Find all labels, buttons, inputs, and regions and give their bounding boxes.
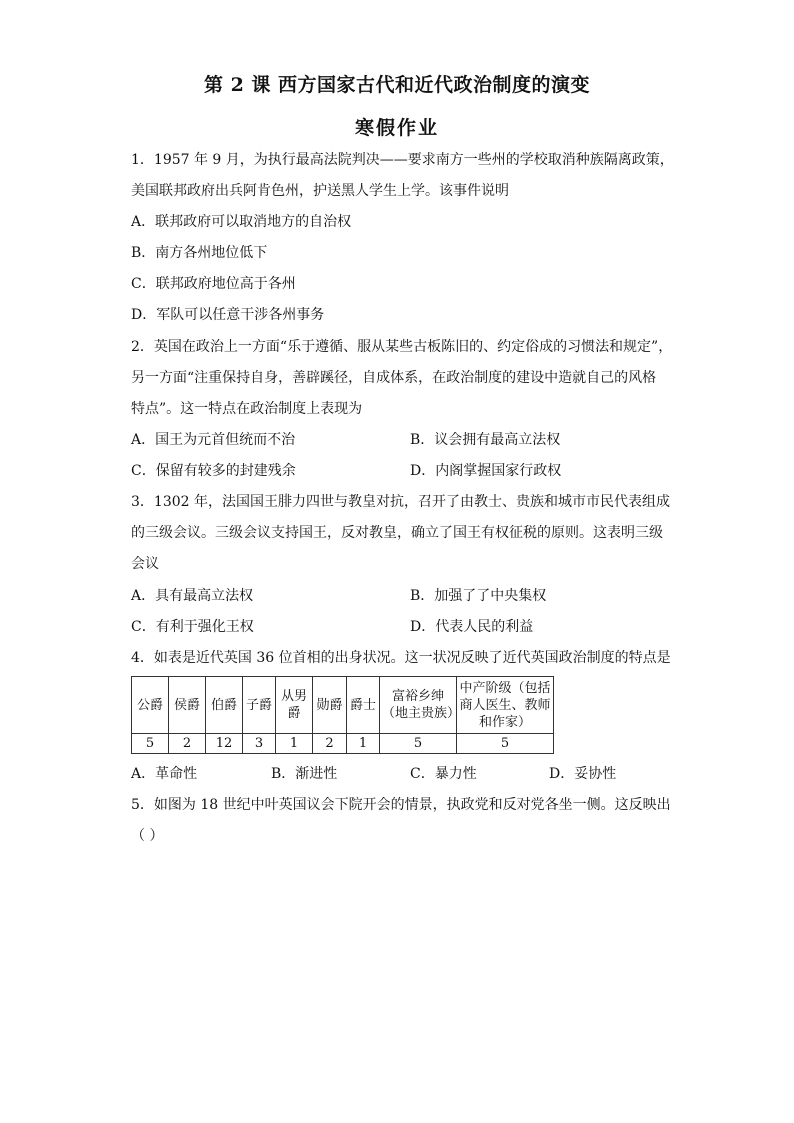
question-1-option-a: A．联邦政府可以取消地方的自治权: [131, 214, 352, 230]
table-cell: 5: [457, 734, 554, 754]
table-row: [132, 734, 554, 754]
table-cell: 1: [276, 734, 313, 754]
table-cell: 1: [347, 734, 380, 754]
table-cell: 2: [169, 734, 206, 754]
page-title: 第 2 课 西方国家古代和近代政治制度的演变: [203, 74, 591, 96]
table-header-cell: 公爵: [132, 677, 169, 734]
question-2-option-b: B．议会拥有最高立法权: [410, 432, 561, 448]
question-2-stem-line-2: 另一方面“注重保持自身，善辟蹊径，自成体系，在政治制度的建设中造就自己的风格: [131, 370, 657, 386]
question-3-option-b: B．加强了了中央集权: [410, 588, 547, 604]
table-header-cell: 勋爵: [313, 677, 347, 734]
table-header-cell: 从男爵: [276, 677, 313, 734]
table-header-cell: 中产阶级（包括商人医生、教师和作家）: [457, 677, 554, 734]
table-cell: 5: [132, 734, 169, 754]
question-4-option-d: D．妥协性: [549, 766, 617, 782]
question-3-stem-line-2: 的三级会议。三级会议支持国王，反对教皇，确立了国王有权征税的原则。这表明三级: [131, 525, 663, 541]
table-header-cell: 富裕乡绅（地主贵族）: [380, 677, 457, 734]
question-5-answer-blank: （ ）: [131, 828, 164, 844]
question-3-option-d: D．代表人民的利益: [410, 619, 534, 635]
question-4-option-c: C．暴力性: [410, 766, 477, 782]
question-3-option-c: C．有利于强化王权: [131, 619, 254, 635]
table-cell: 5: [380, 734, 457, 754]
question-2-stem-line-3: 特点”。这一特点在政治制度上表现为: [131, 401, 363, 417]
question-4-option-b: B．渐进性: [271, 766, 338, 782]
prime-minister-origin-table: [131, 676, 554, 754]
table-header-cell: 子爵: [243, 677, 276, 734]
question-2-option-a: A．国王为元首但统而不治: [131, 432, 296, 448]
question-1-option-b: B．南方各州地位低下: [131, 245, 268, 261]
question-3-option-a: A．具有最高立法权: [131, 588, 254, 604]
table-cell: 12: [206, 734, 243, 754]
question-5-stem-line-1: 5．如图为 18 世纪中叶英国议会下院开会的情景，执政党和反对党各坐一侧。这反映出: [131, 797, 671, 813]
question-1-stem-line-1: 1．1957 年 9 月，为执行最高法院判决——要求南方一些州的学校取消种族隔离政策，: [131, 152, 674, 168]
question-4-option-a: A．革命性: [131, 766, 198, 782]
table-cell: 2: [313, 734, 347, 754]
table-header-cell: 伯爵: [206, 677, 243, 734]
table-header-row: [132, 677, 554, 734]
table-header-cell: 侯爵: [169, 677, 206, 734]
question-4-stem-line-1: 4．如表是近代英国 36 位首相的出身状况。这一状况反映了近代英国政治制度的特点是: [131, 650, 671, 666]
question-1-option-c: C．联邦政府地位高于各州: [131, 276, 296, 292]
question-1-stem-line-2: 美国联邦政府出兵阿肯色州，护送黑人学生上学。该事件说明: [131, 183, 509, 199]
question-2-option-d: D．内阁掌握国家行政权: [410, 463, 562, 479]
page-subtitle: 寒假作业: [354, 117, 439, 139]
question-3-stem-line-1: 3．1302 年，法国国王腓力四世与教皇对抗，召开了由教士、贵族和城市市民代表组成: [131, 494, 670, 510]
question-2-stem-line-1: 2．英国在政治上一方面“乐于遵循、服从某些古板陈旧的、约定俗成的习惯法和规定”，: [131, 339, 673, 355]
question-2-option-c: C．保留有较多的封建残余: [131, 463, 296, 479]
question-3-stem-line-3: 会议: [131, 556, 159, 572]
question-1-option-d: D．军队可以任意干涉各州事务: [131, 307, 325, 323]
table-cell: 3: [243, 734, 276, 754]
table-header-cell: 爵士: [347, 677, 380, 734]
